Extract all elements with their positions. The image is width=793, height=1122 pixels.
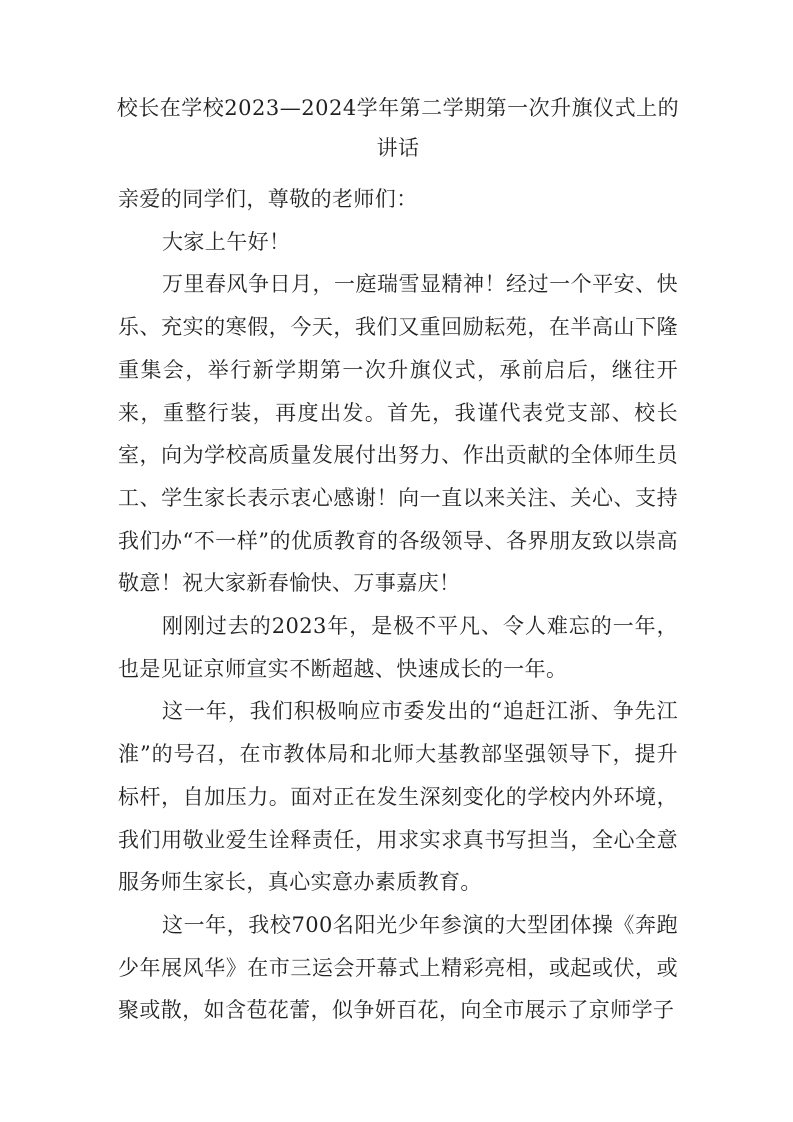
paragraph-2023-review: 刚刚过去的2023年，是极不平凡、令人难忘的一年，也是见证京师宣实不断超越、快速成长的一年。	[118, 614, 678, 681]
document-title: 校长在学校2023—2024学年第二学期第一次升旗仪式上的讲话	[116, 96, 680, 160]
paragraph-response: 这一年，我们积极响应市委发出的“追赶江浙、争先江淮”的号召，在市教体局和北师大基教部坚强领导下，提升标杆，自加压力。面对正在发生深刻变化的学校内外环境，我们用敬业爱生诠释责任，用求实求真书写担当，全心全意服务师生家长，真心实意办素质教育。	[118, 699, 678, 895]
document-body	[118, 178, 678, 1032]
paragraph-greeting: 大家上午好！	[162, 229, 291, 254]
paragraph-opening: 万里春风争日月，一庭瑞雪显精神！经过一个平安、快乐、充实的寒假，今天，我们又重回励耘苑，在半高山下隆重集会，举行新学期第一次升旗仪式，承前启后，继往开来，重整行装，再度出发。首先，我谨代表党支部、校长室，向为学校高质量发展付出努力、作出贡献的全体师生员工、学生家长表示衷心感谢！向一直以来关注、关心、支持我们办“不一样”的优质教育的各级领导、各界朋友致以崇高敬意！祝大家新春愉快、万事嘉庆！	[118, 272, 678, 596]
salutation: 亲爱的同学们，尊敬的老师们：	[118, 187, 418, 211]
paragraph-performance: 这一年，我校700名阳光少年参演的大型团体操《奔跑少年展风华》在市三运会开幕式上精彩亮相，或起或伏，或聚或散，如含苞花蕾，似争妍百花，向全市展示了京师学子	[118, 912, 678, 1023]
